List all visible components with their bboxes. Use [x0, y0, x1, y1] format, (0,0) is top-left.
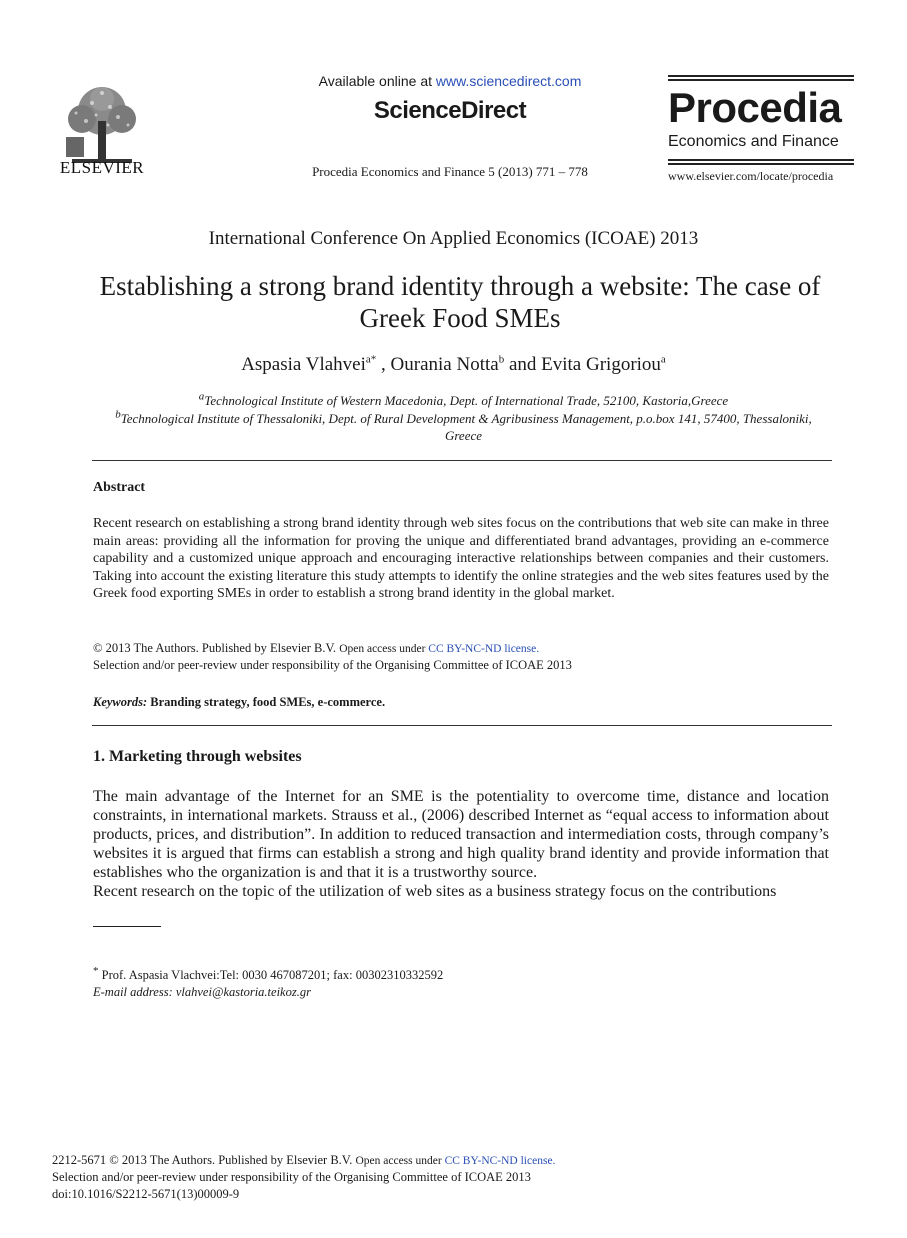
abstract-text: Recent research on establishing a strong brand identity through web sites focus on the contributions that web site can make in three main areas: providing all the information for proving the unique and differentiated brand advantages, providing an e-commerce capability and a customized unique approach and encouraging interactive relationships between companies and their customers. Taking into account the existing literature this study attempts to identify the online strategies and the web sites features used by the Greek food exporting SMEs in order to establish a strong brand identity in the global market. — [93, 516, 829, 601]
footnote-mark: * — [93, 964, 99, 977]
journal-url[interactable]: www.elsevier.com/locate/procedia — [668, 169, 834, 183]
copyright-text: © 2013 The Authors. Published by Elsevier B.V. — [93, 641, 340, 655]
footer-text: 2212-5671 © 2013 The Authors. Published by Elsevier B.V. — [52, 1153, 356, 1167]
paragraph: The main advantage of the Internet for an SME is the potentiality to overcome time, distance and location constraints, in international markets. Strauss et al., (2006) described Internet as “equal access to information about products, prices, and distribution”. In addition to reduced transaction and intermediation costs, through company’s websites it is argued that firms can establish a strong and high quality brand identity and provide information that establishes who the organization is and that it is a trustworthy source. — [93, 788, 829, 881]
author-name: Ourania Notta — [390, 354, 499, 375]
keywords-label: Keywords: — [93, 695, 148, 709]
footnote-contact — [93, 964, 444, 983]
open-access-text: Open access under — [339, 643, 429, 655]
logo-rule — [668, 75, 854, 77]
logo-rule — [668, 159, 854, 161]
peer-review-line: Selection and/or peer-review under responsibility of the Organising Committee of ICOAE 2013 — [93, 658, 572, 672]
author-name: Aspasia Vlahvei — [241, 354, 366, 375]
available-online-line — [200, 73, 700, 89]
affiliation-text: Technological Institute of Thessaloniki, Dept. of Rural Development & Agribusiness Management, p.o.box 141, 57400, Thessaloniki, Greece — [120, 411, 812, 443]
affiliation-text: Technological Institute of Western Macedonia, Dept. of International Trade, 52100, Kastoria,Greece — [204, 393, 729, 408]
affiliation-b — [96, 410, 831, 444]
affiliation-mark: b — [115, 408, 121, 421]
author-affiliation-mark: a* — [365, 353, 377, 366]
sciencedirect-link[interactable]: www.sciencedirect.com — [435, 73, 582, 89]
available-prefix: Available online at — [318, 73, 436, 89]
conference-name: International Conference On Applied Economics (ICOAE) 2013 — [208, 228, 699, 249]
license-link[interactable]: CC BY-NC-ND license. — [428, 643, 540, 655]
footnote-rule — [93, 926, 161, 927]
abstract-heading: Abstract — [93, 480, 146, 495]
author-affiliation-mark: a — [660, 353, 666, 366]
footer-peer-review: Selection and/or peer-review under responsibility of the Organising Committee of ICOAE 2013 — [52, 1170, 531, 1184]
procedia-logo — [668, 75, 854, 184]
license-link[interactable]: CC BY-NC-ND license. — [444, 1155, 556, 1167]
elsevier-wordmark: ELSEVIER — [59, 158, 145, 177]
author-separator: , — [376, 354, 391, 375]
procedia-subtitle: Economics and Finance — [668, 133, 839, 150]
paragraph: Recent research on the topic of the utilization of web sites as a business strategy focus on the contributions — [93, 883, 777, 900]
author-separator: and — [504, 354, 542, 375]
paper-title: Establishing a strong brand identity through a website: The case of Greek Food SMEs — [99, 271, 821, 333]
footer-copyright — [52, 1153, 555, 1168]
footnote-email: E-mail address: vlahvei@kastoria.teikoz.gr — [93, 985, 311, 999]
copyright-line — [93, 641, 539, 656]
affiliation-a — [96, 392, 831, 409]
author-affiliation-mark: b — [498, 353, 505, 366]
sciencedirect-logo: ScienceDirect — [373, 97, 527, 124]
open-access-text: Open access under — [355, 1155, 445, 1167]
logo-rule — [668, 163, 854, 165]
divider — [92, 725, 832, 726]
footnote-text: Prof. Aspasia Vlachvei:Tel: 0030 467087201; fax: 00302310332592 — [98, 968, 444, 982]
divider — [92, 460, 832, 461]
section-body — [93, 787, 829, 901]
section-heading: 1. Marketing through websites — [93, 748, 302, 765]
logo-rule — [668, 79, 854, 81]
footer-doi[interactable]: doi:10.1016/S2212-5671(13)00009-9 — [52, 1187, 240, 1201]
procedia-title: Procedia — [668, 84, 842, 131]
keywords-text: Branding strategy, food SMEs, e-commerce. — [147, 695, 386, 709]
keywords-line — [93, 695, 385, 710]
author-list — [0, 354, 907, 376]
journal-reference: Procedia Economics and Finance 5 (2013) 771 – 778 — [312, 164, 588, 179]
author-name: Evita Grigoriou — [541, 354, 661, 375]
affiliation-mark: a — [198, 390, 205, 403]
